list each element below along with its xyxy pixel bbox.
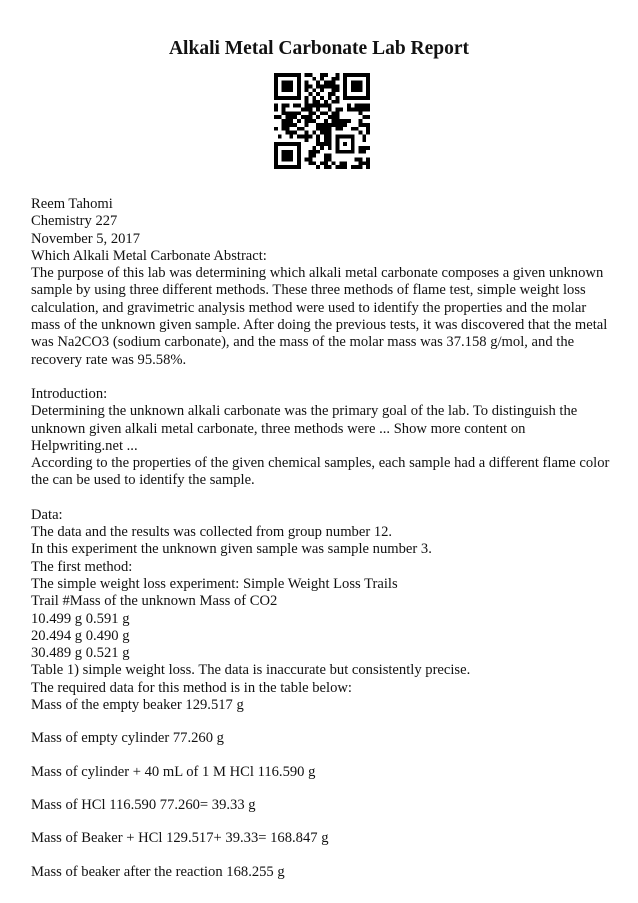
introduction-paragraph: Determining the unknown alkali carbonate was the primary goal of the lab. To distinguish the unknown given alkali metal carbonate, three methods were ... Show more content on Helpwriting.net ... [31, 403, 578, 454]
document-title: Alkali Metal Carbonate Lab Report [168, 38, 470, 59]
data-heading: Data: [31, 506, 63, 523]
report-date: November 5, 2017 [31, 230, 141, 247]
course-name: Chemistry 227 [31, 213, 118, 230]
data-line: 10.499 g 0.591 g [31, 610, 130, 627]
abstract-heading: Which Alkali Metal Carbonate Abstract: [31, 247, 267, 264]
data-line: The first method: [31, 558, 133, 575]
data-line: 30.489 g 0.521 g [31, 645, 130, 662]
introduction-heading: Introduction: [31, 385, 108, 402]
mass-line: Mass of Beaker + HCl 129.517+ 39.33= 168.847 g [31, 830, 329, 847]
document-body [31, 196, 616, 881]
data-line: The simple weight loss experiment: Simple Weight Loss Trails [31, 575, 398, 592]
data-line: Trail #Mass of the unknown Mass of CO2 [31, 593, 278, 610]
data-line: In this experiment the unknown given sample was sample number 3. [31, 541, 432, 558]
mass-line: Mass of HCl 116.590 77.260= 39.33 g [31, 796, 256, 813]
abstract-paragraph: The purpose of this lab was determining which alkali metal carbonate composes a given unknown sample by using three different methods. These three methods of flame test, simple weight loss calculation, and gravimetric analysis method were used to identify the properties and the molar mass of the unknown given sample. After doing the previous tests, it was discovered that the metal was Na2CO3 (sodium carbonate), and the mass of the molar mass was 37.158 g/mol, and the recovery rate was 95.58%. [31, 265, 608, 368]
author-name: Reem Tahomi [31, 196, 113, 212]
data-line: Table 1) simple weight loss. The data is inaccurate but consistently precise. [31, 662, 471, 679]
qr-code-icon [274, 73, 370, 169]
mass-line: Mass of cylinder + 40 mL of 1 M HCl 116.590 g [31, 763, 316, 780]
introduction-paragraph-2: According to the properties of the given chemical samples, each sample had a different flame color the can be used to identify the sample. [31, 455, 610, 489]
data-line: Mass of the empty beaker 129.517 g [31, 697, 244, 714]
mass-line: Mass of empty cylinder 77.260 g [31, 730, 224, 747]
data-line: The required data for this method is in the table below: [31, 679, 352, 696]
data-line: The data and the results was collected from group number 12. [31, 524, 393, 541]
mass-line: Mass of beaker after the reaction 168.255 g [31, 863, 285, 880]
data-line: 20.494 g 0.490 g [31, 627, 130, 644]
